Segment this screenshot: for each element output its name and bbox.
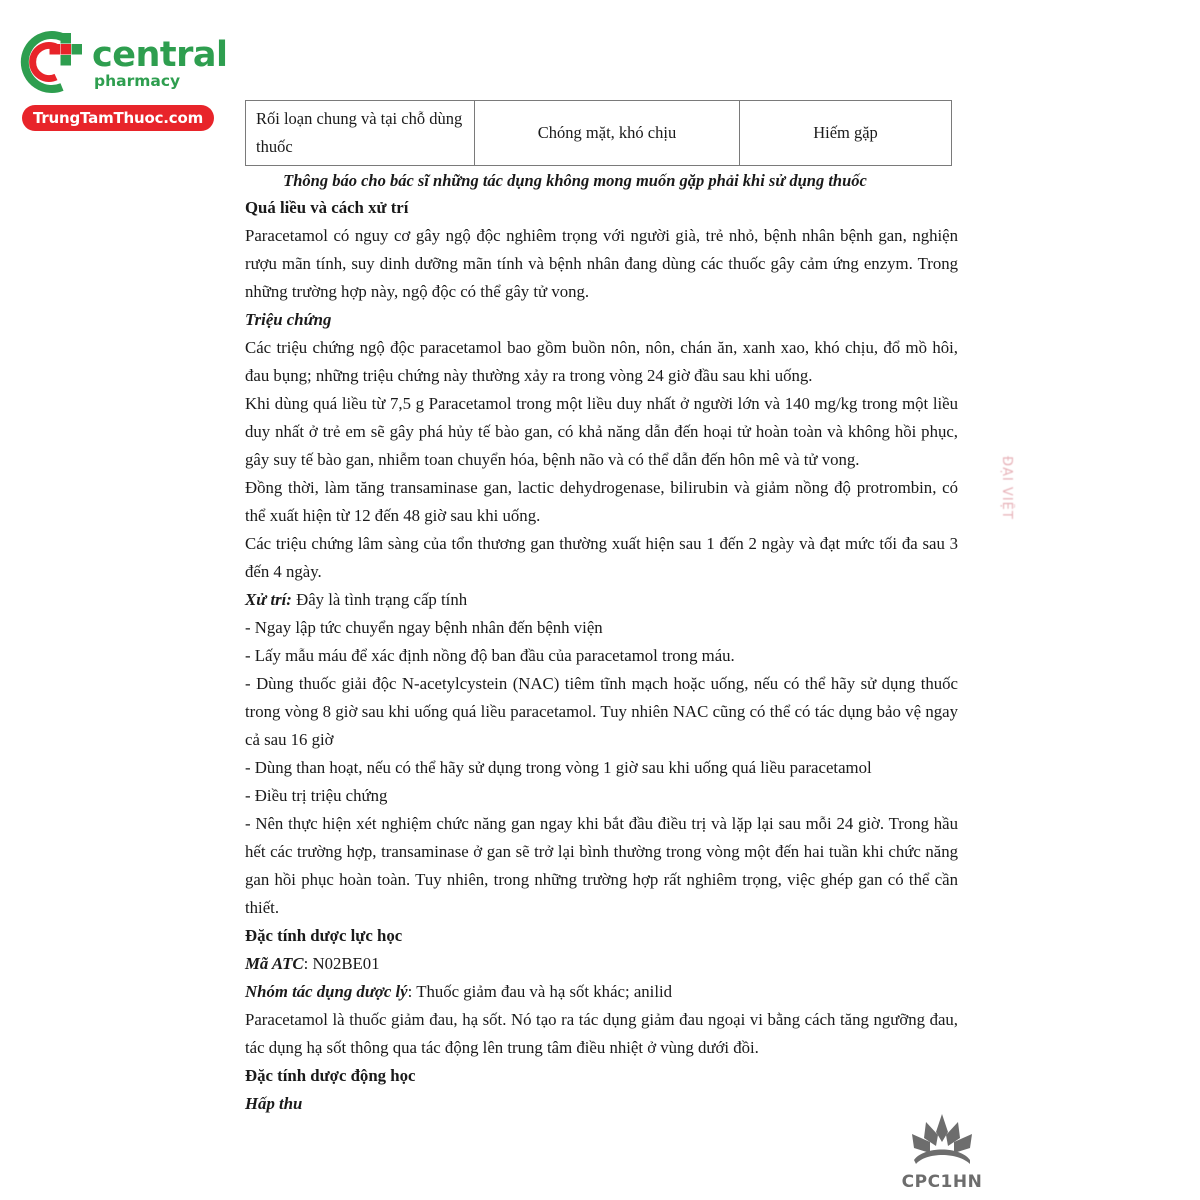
management-item-3: - Dùng than hoạt, nếu có thể hãy sử dụng trong vòng 1 giờ sau khi uống quá liều paracetamol [245,757,872,777]
management-lead-text: Đây là tình trạng cấp tính [291,589,468,609]
paragraph-symptoms-2: Khi dùng quá liều từ 7,5 g Paracetamol trong một liều duy nhất ở người lớn và 140 mg/kg trong một liều duy nhất ở trẻ em sẽ gây phá hủy tế bào gan, có khả năng dẫn đến hoại tử hoàn toàn và không hồi phục, gây suy tế bào gan, nhiễm toan chuyển hóa, bệnh não và có thể dẫn đến hôn mê và tử vong. [245,393,958,469]
heading-absorption: Hấp thu [245,1093,303,1113]
table-row [246,101,952,166]
paragraph-symptoms-4: Các triệu chứng lâm sàng của tổn thương gan thường xuất hiện sau 1 đến 2 ngày và đạt mức tối đa sau 3 đến 4 ngày. [245,533,958,581]
site-url-text: TrungTamThuoc.com [32,109,204,127]
paragraph-pharmacodynamics-1: Paracetamol là thuốc giảm đau, hạ sốt. Nó tạo ra tác dụng giảm đau ngoại vi bằng cách tăng ngưỡng đau, tác dụng hạ sốt thông qua tác động lên trung tâm điều nhiệt ở vùng dưới đồi. [245,1009,958,1057]
brand-wordmark [92,34,228,91]
atc-value: : N02BE01 [303,953,380,973]
paragraph-atc-code [245,950,958,978]
heading-symptoms: Triệu chứng [245,309,332,329]
heading-pharmacodynamics: Đặc tính dược lực học [245,925,403,945]
report-to-doctor-notice: Thông báo cho bác sĩ những tác dụng không mong muốn gặp phải khi sử dụng thuốc [283,171,867,191]
cpc1hn-mark-icon [894,1112,990,1174]
heading-overdose: Quá liều và cách xử trí [245,197,409,217]
site-url-banner [22,105,214,131]
management-item-2: - Dùng thuốc giải độc N-acetylcystein (NAC) tiêm tĩnh mạch hoặc uống, nếu có thể hãy sử dụng thuốc trong vòng 8 giờ sau khi uống quá liều paracetamol. Tuy nhiên NAC cũng có thể có tác dụng bảo vệ ngay cả sau 16 giờ [245,673,958,749]
pharmacological-group-value: : Thuốc giảm đau và hạ sốt khác; anilid [407,981,673,1001]
management-item-1: - Lấy mẫu máu để xác định nồng độ ban đầu của paracetamol trong máu. [245,645,735,665]
brand-name: central [92,34,228,75]
table-cell-system: Rối loạn chung và tại chỗ dùng thuốc [246,101,475,166]
management-item-4: - Điều trị triệu chứng [245,785,388,805]
site-branding [10,24,230,131]
edge-watermark: ĐẠI VIỆT [999,456,1014,520]
atc-label: Mã ATC [245,953,304,973]
brand-row [10,24,230,100]
management-item-0: - Ngay lập tức chuyển ngay bệnh nhân đến bệnh viện [245,617,603,637]
central-pharmacy-logo-icon [10,25,84,99]
paragraph-overdose-1: Paracetamol có nguy cơ gây ngộ độc nghiêm trọng với người già, trẻ nhỏ, bệnh nhân bệnh gan, nghiện rượu mãn tính, suy dinh dưỡng mãn tính và bệnh nhân đang dùng các thuốc gây cảm ứng enzym. Trong những trường hợp này, ngộ độc có thể gây tử vong. [245,225,958,301]
manufacturer-name: CPC1HN [901,1172,983,1192]
heading-pharmacokinetics: Đặc tính dược động học [245,1065,416,1085]
paragraph-management-lead [245,586,958,614]
pharmacological-group-label: Nhóm tác dụng dược lý [245,981,408,1001]
paragraph-pharmacological-group [245,978,958,1006]
table-cell-frequency: Hiếm gặp [740,101,952,166]
management-label: Xử trí: [245,589,292,609]
leaflet-page-content [245,100,960,1118]
brand-subtitle: pharmacy [94,72,181,91]
paragraph-symptoms-1: Các triệu chứng ngộ độc paracetamol bao gồm buồn nôn, nôn, chán ăn, xanh xao, khó chịu, đổ mồ hôi, đau bụng; những triệu chứng này thường xảy ra trong vòng 24 giờ đầu sau khi uống. [245,337,958,385]
manufacturer-logo [862,1112,1022,1192]
adverse-effects-table [245,100,952,166]
management-item-5: - Nên thực hiện xét nghiệm chức năng gan ngay khi bắt đầu điều trị và lặp lại sau mỗi 24 giờ. Trong hầu hết các trường hợp, transaminase ở gan sẽ trở lại bình thường trong vòng một đến hai tuần khi chức năng gan hồi phục hoàn toàn. Tuy nhiên, trong những trường hợp rất nghiêm trọng, việc ghép gan có thể cần thiết. [245,813,958,917]
table-cell-effect: Chóng mặt, khó chịu [475,101,740,166]
paragraph-symptoms-3: Đồng thời, làm tăng transaminase gan, lactic dehydrogenase, bilirubin và giảm nồng độ protrombin, có thể xuất hiện từ 12 đến 48 giờ sau khi uống. [245,477,958,525]
